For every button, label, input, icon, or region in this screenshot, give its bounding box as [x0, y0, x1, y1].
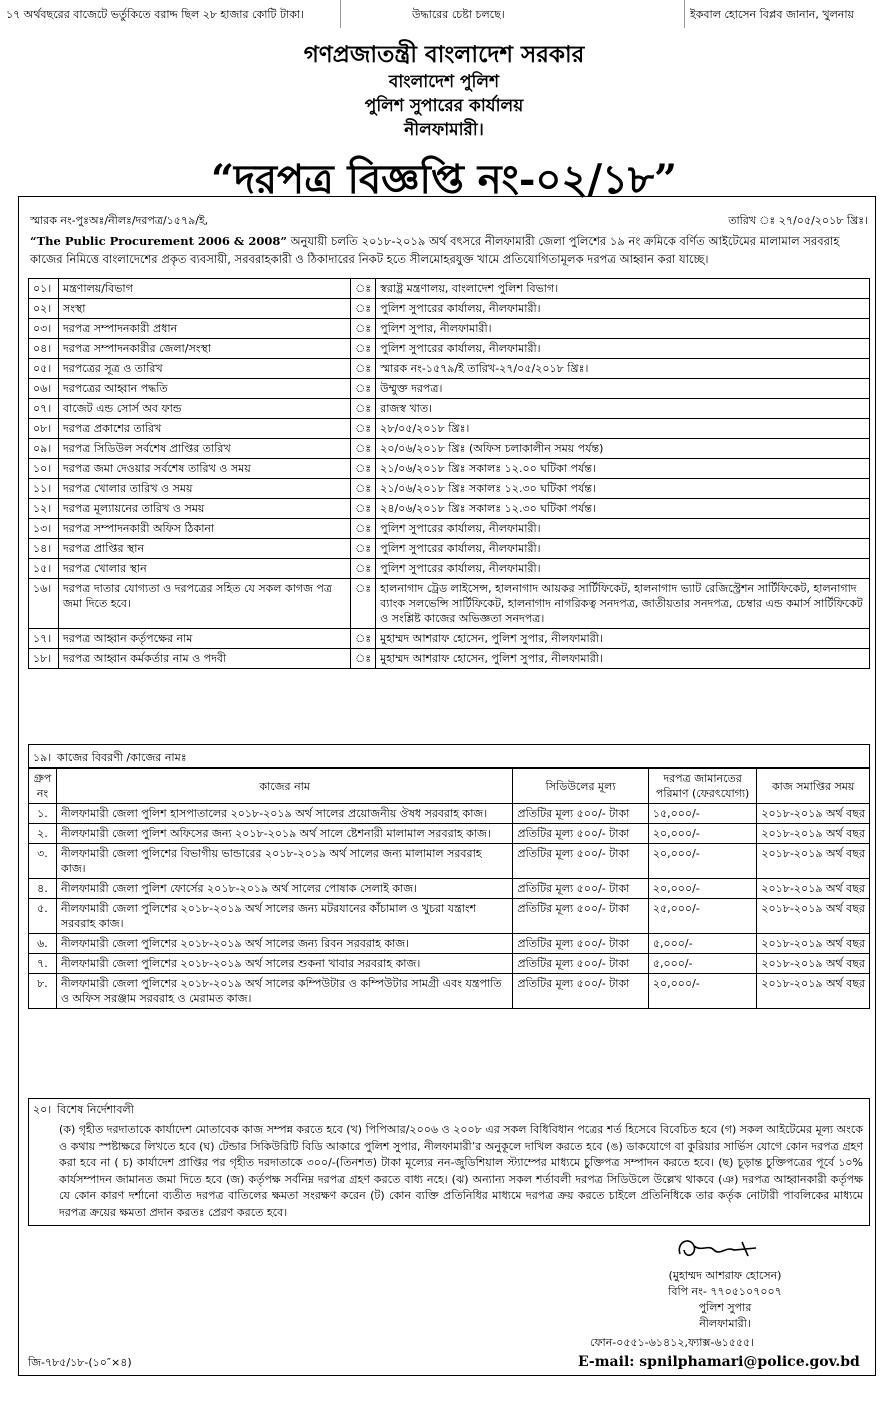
tender-security: ২০,০০০/-: [648, 974, 757, 1009]
tender-security: ১৫,০০০/-: [648, 804, 757, 824]
detail-row: [29, 539, 870, 559]
detail-number: ১৮।: [29, 649, 59, 669]
advertisement-reference: জি-৭৮৫/১৮-(১০″×৪): [28, 1356, 132, 1369]
work-name: নীলফামারী জেলা পুলিশের ২০১৮-২০১৯ অর্থ সালের জন্য মটরযানের কাঁচামাল ও খুচরা যন্ত্রাংশ সরবরাহ কাজ।: [56, 899, 512, 934]
work-name: নীলফামারী জেলা পুলিশ ফোর্সের ২০১৮-২০১৯ অর্থ সালের পোষাক সেলাই কাজ।: [56, 879, 512, 899]
detail-value: পুলিশ সুপারের কার্যালয়, নীলফামারী।: [376, 539, 870, 559]
work-row: [29, 974, 870, 1009]
detail-value: মুহাম্মদ আশরাফ হোসেন, পুলিশ সুপার, নীলফামারী।: [376, 649, 870, 669]
detail-row: [29, 319, 870, 339]
detail-number: ১২।: [29, 499, 59, 519]
work-item-label: কাজের বিবরণী /কাজের নামঃ: [57, 751, 187, 764]
group-number: ৩.: [29, 844, 57, 879]
tender-security: ৫,০০০/-: [648, 934, 757, 954]
work-name: নীলফামারী জেলা পুলিশের ২০১৮-২০১৯ অর্থ সালের শুকনা খাবার সরবরাহ কাজ।: [56, 954, 512, 974]
work-table-header-row: [29, 769, 870, 804]
detail-row: [29, 399, 870, 419]
colon-separator: ঃ: [351, 439, 376, 459]
detail-value: পুলিশ সুপারের কার্যালয়, নীলফামারী।: [376, 559, 870, 579]
detail-label: দরপত্র সম্পাদনকারী প্রধান: [59, 319, 351, 339]
completion-time: ২০১৮-২০১৯ অর্থ বছর: [757, 844, 870, 879]
detail-row: [29, 419, 870, 439]
colon-separator: ঃ: [351, 399, 376, 419]
detail-label: দরপত্র মূল্যায়নের তারিখ ও সময়: [59, 499, 351, 519]
tender-security: ৫,০০০/-: [648, 954, 757, 974]
detail-value: মুহাম্মদ আশরাফ হোসেন, পুলিশ সুপার, নীলফামারী।: [376, 629, 870, 649]
schedule-price: প্রতিটির মূল্য ৫০০/- টাকা: [513, 899, 648, 934]
detail-value: ২০/০৬/২০১৮ খ্রিঃ (অফিস চলাকালীন সময় পর্যন্ত): [376, 439, 870, 459]
office-name: পুলিশ সুপারের কার্যালয়: [364, 96, 524, 116]
department-name: বাংলাদেশ পুলিশ: [388, 72, 500, 92]
contact-email: E-mail: spnilphamari@police.gov.bd: [578, 1354, 860, 1370]
group-number: ৫.: [29, 899, 57, 934]
completion-time: ২০১৮-২০১৯ অর্থ বছর: [757, 804, 870, 824]
group-number: ৪.: [29, 879, 57, 899]
signature-block: [600, 1268, 850, 1332]
detail-number: ১৫।: [29, 559, 59, 579]
schedule-price: প্রতিটির মূল্য ৫০০/- টাকা: [513, 974, 648, 1009]
detail-number: ০৮।: [29, 419, 59, 439]
special-item-number: ২০।: [33, 1103, 52, 1116]
detail-number: ০৬।: [29, 379, 59, 399]
detail-number: ১৩।: [29, 519, 59, 539]
colon-separator: ঃ: [351, 379, 376, 399]
detail-row: [29, 299, 870, 319]
work-row: [29, 899, 870, 934]
group-number: ৬.: [29, 934, 57, 954]
detail-label: দরপত্র জমা দেওয়ার সর্বশেষ তারিখ ও সময়: [59, 459, 351, 479]
detail-row: [29, 339, 870, 359]
work-row: [29, 824, 870, 844]
detail-value: পুলিশ সুপারের কার্যালয়, নীলফামারী।: [376, 299, 870, 319]
detail-value: উম্মুক্ত দরপত্র।: [376, 379, 870, 399]
schedule-price: প্রতিটির মূল্য ৫০০/- টাকা: [513, 804, 648, 824]
newspaper-top-strip: [0, 0, 888, 34]
work-row: [29, 954, 870, 974]
detail-label: দরপত্র আহ্বান কর্তৃপক্ষের নাম: [59, 629, 351, 649]
work-name: নীলফামারী জেলা পুলিশ হাসপাতালের ২০১৮-২০১৯ অর্থ সালের প্রয়োজনীয় ঔষধ সরবরাহ কাজ।: [56, 804, 512, 824]
colon-separator: ঃ: [351, 359, 376, 379]
detail-row: [29, 379, 870, 399]
colon-separator: ঃ: [351, 419, 376, 439]
schedule-price-header: সিডিউলের মূল্য: [513, 769, 648, 804]
colon-separator: ঃ: [351, 499, 376, 519]
intro-paragraph: [30, 232, 870, 268]
detail-label: দরপত্র প্রকাশের তারিখ: [59, 419, 351, 439]
work-row: [29, 879, 870, 899]
detail-number: ১০।: [29, 459, 59, 479]
schedule-price: প্রতিটির মূল্য ৫০০/- টাকা: [513, 824, 648, 844]
top-strip-left-text: ১৭ অর্থবছরের বাজেটে ভর্তুকিতে বরাদ্দ ছিল ২৮ হাজার কোটি টাকা।: [6, 8, 305, 21]
detail-row: [29, 479, 870, 499]
group-number: ২.: [29, 824, 57, 844]
detail-label: দরপত্র প্রাপ্তির স্থান: [59, 539, 351, 559]
detail-label: দরপত্রের আহ্বান পদ্ধতি: [59, 379, 351, 399]
signatory-title: পুলিশ সুপার: [698, 1301, 752, 1314]
signatory-name: (মুহাম্মদ আশরাফ হোসেন): [668, 1269, 782, 1282]
group-number: ১.: [29, 804, 57, 824]
completion-time: ২০১৮-২০১৯ অর্থ বছর: [757, 879, 870, 899]
schedule-price: প্রতিটির মূল্য ৫০০/- টাকা: [513, 879, 648, 899]
handwritten-signature: [672, 1232, 762, 1266]
detail-row: [29, 519, 870, 539]
act-name: “The Public Procurement 2006 & 2008”: [30, 234, 287, 248]
detail-number: ০৭।: [29, 399, 59, 419]
detail-label: দরপত্র সম্পাদনকারী অফিস ঠিকানা: [59, 519, 351, 539]
tender-details-table: [28, 278, 870, 669]
detail-number: ০৩।: [29, 319, 59, 339]
detail-row: [29, 629, 870, 649]
detail-row: [29, 649, 870, 669]
signatory-bp-number: বিপি নং- ৭৭০৫১০৭০০৭: [668, 1285, 782, 1298]
detail-number: ০৪।: [29, 339, 59, 359]
work-name: নীলফামারী জেলা পুলিশের ২০১৮-২০১৯ অর্থ সালের কম্পিউটার ও কম্পিউটার সামগ্রী এবং যন্ত্রপাতি ও অফিস সরঞ্জাম সরবরাহ ও মেরামত কাজ।: [56, 974, 512, 1009]
detail-row: [29, 559, 870, 579]
district-name: নীলফামারী।: [404, 120, 484, 140]
group-no-header: গ্রুপ নং: [29, 769, 57, 804]
detail-label: দরপত্র দাতার যোগ্যতা ও দরপত্রের সহিত যে সকল কাগজ পত্র জমা দিতে হবে।: [59, 579, 351, 629]
detail-number: ০২।: [29, 299, 59, 319]
work-name: নীলফামারী জেলা পুলিশের ২০১৮-২০১৯ অর্থ সালের জন্য রিবন সরবরাহ কাজ।: [56, 934, 512, 954]
tender-security: ২০,০০০/-: [648, 879, 757, 899]
tender-security: ২৫,০০০/-: [648, 899, 757, 934]
detail-label: মন্ত্রণালয়/বিভাগ: [59, 279, 351, 299]
completion-time: ২০১৮-২০১৯ অর্থ বছর: [757, 824, 870, 844]
colon-separator: ঃ: [351, 579, 376, 629]
detail-value: পুলিশ সুপারের কার্যালয়, নীলফামারী।: [376, 519, 870, 539]
detail-number: ০১।: [29, 279, 59, 299]
special-instructions-text: (ক) গৃহীত দরদাতাকে কার্যাদেশ মোতাবেক কাজ সম্পন্ন করতে হবে (খ) পিপিআর/২০০৬ ও ২০০৮ এর সকল বিধিবিধান পত্রের শর্ত হিসেবে বিবেচিত হবে (গ) সকল আইটেমের মূল্য অংকে ও কথায় স্পষ্টাক্ষরে লিখতে হবে (ঘ) টেন্ডার সিকিউরিটি বিডি আকারে পুলিশ সুপার, নীলফামারী’র অনুকূলে দাখিল করতে হবে (ঙ) ডাকযোগে বা কুরিয়ার সার্ভিস যোগে কোন দরপত্র গ্রহণ করা হবে না ( চ) কার্যাদেশ প্রাপ্তির পর গৃহীত দরদাতাকে ৩০০/-(তিনশত) টাকা মূল্যের নন-জুডিশিয়াল স্ট্যাম্পের মাধ্যমে চুক্তিপত্র সম্পাদন করতে হবে। (ছ) চূড়ান্ত চুক্তিপত্রের পূর্বে ১০% কার্যসম্পাদন জামানত জমা দিতে হবে (জ) কর্তৃপক্ষ সর্বনিম্ন দরপত্র গ্রহণ করতে বাধ্য নহে। (ঝ) অন্যান্য সকল শর্তাবলী দরপত্র সিডিউলে উল্লেখ থাকবে (ঞ) দরপত্র আহ্বানকারী কর্তৃপক্ষ যে কোন কারণ দর্শানো ব্যতীত দরপত্র বাতিলের ক্ষমতা সংরক্ষণ করেন (ট) কোন ব্যক্তি প্রতিনিধির মাধ্যমে দরপত্র ক্রয় করতে চাইলে প্রতিনিধিকে তার কর্তৃক নোটারী পাবলিকের মাধ্যমে দরপত্র ক্রয়ের ক্ষমতা প্রদান করতঃ প্রেরণ করতে হবে।: [59, 1123, 863, 1219]
completion-time: ২০১৮-২০১৯ অর্থ বছর: [757, 974, 870, 1009]
column-divider: [684, 0, 685, 28]
detail-number: ১৪।: [29, 539, 59, 559]
detail-label: দরপত্র আহ্বান কর্মকর্তার নাম ও পদবী: [59, 649, 351, 669]
detail-label: দরপত্র সম্পাদনকারীর জেলা/সংস্থা: [59, 339, 351, 359]
schedule-price: প্রতিটির মূল্য ৫০০/- টাকা: [513, 844, 648, 879]
colon-separator: ঃ: [351, 339, 376, 359]
column-divider: [340, 0, 341, 28]
detail-number: ১৬।: [29, 579, 59, 629]
notice-title: “দরপত্র বিজ্ঞপ্তি নং-০২/১৮”: [211, 156, 677, 203]
detail-value: স্মারক নং-১৫৭৯/ই তারিখ-২৭/০৫/২০১৮ খ্রিঃ।: [376, 359, 870, 379]
detail-number: ০৫।: [29, 359, 59, 379]
memo-date: তারিখ ঃ ২৭/০৫/২০১৮ খ্রিঃ।: [728, 214, 868, 227]
memo-number: স্মারক নং-পুঃঅঃ/নীলঃ/দরপত্র/১৫৭৯/ই,: [30, 214, 209, 227]
detail-row: [29, 499, 870, 519]
tender-security: ২০,০০০/-: [648, 844, 757, 879]
work-name: নীলফামারী জেলা পুলিশ অফিসের জন্য ২০১৮-২০১৯ অর্থ সালে ষ্টেশনারী মালামাল সরবরাহ কাজ।: [56, 824, 512, 844]
completion-time-header: কাজ সমাপ্তির সময়: [757, 769, 870, 804]
work-item-number: ১৯।: [33, 751, 52, 764]
signatory-place: নীলফামারী।: [699, 1317, 751, 1330]
detail-value: ২১/০৬/২০১৮ খ্রিঃ সকালঃ ১২.৩০ ঘটিকা পর্যন্ত।: [376, 479, 870, 499]
work-row: [29, 844, 870, 879]
colon-separator: ঃ: [351, 539, 376, 559]
top-strip-right-text: ইকবাল হোসেন বিপ্লব জানান, খুলনায়: [690, 8, 855, 21]
colon-separator: ঃ: [351, 299, 376, 319]
notice-header: [0, 40, 888, 142]
detail-value: রাজস্ব খাত।: [376, 399, 870, 419]
work-name: নীলফামারী জেলা পুলিশের বিভাগীয় ভান্ডারের ২০১৮-২০১৯ অর্থ সালের জন্য মালামাল সরবরাহ কাজ।: [56, 844, 512, 879]
work-description-heading: [28, 744, 870, 768]
detail-value: ২৮/০৫/২০১৮ খ্রিঃ।: [376, 419, 870, 439]
detail-label: দরপত্র সিডিউল সর্বশেষ প্রাপ্তির তারিখ: [59, 439, 351, 459]
schedule-price: প্রতিটির মূল্য ৫০০/- টাকা: [513, 954, 648, 974]
detail-value: পুলিশ সুপারের কার্যালয়, নীলফামারী।: [376, 339, 870, 359]
detail-row: [29, 439, 870, 459]
colon-separator: ঃ: [351, 319, 376, 339]
group-number: ৭.: [29, 954, 57, 974]
colon-separator: ঃ: [351, 279, 376, 299]
colon-separator: ঃ: [351, 479, 376, 499]
detail-label: দরপত্রের সূত্র ও তারিখ: [59, 359, 351, 379]
group-number: ৮.: [29, 974, 57, 1009]
detail-row: [29, 579, 870, 629]
colon-separator: ঃ: [351, 559, 376, 579]
work-row: [29, 934, 870, 954]
detail-label: বাজেট এন্ড সোর্স অব ফান্ড: [59, 399, 351, 419]
detail-value: ২১/০৬/২০১৮ খ্রিঃ সকালঃ ১২.০০ ঘটিকা পর্যন্ত।: [376, 459, 870, 479]
colon-separator: ঃ: [351, 649, 376, 669]
detail-label: দরপত্র খোলার স্থান: [59, 559, 351, 579]
phone-fax: ফোন-০৫৫১-৬১৪১২,ফ্যাক্স-৬১৫৫৫।: [590, 1336, 755, 1349]
special-instructions: [28, 1098, 870, 1226]
work-row: [29, 804, 870, 824]
completion-time: ২০১৮-২০১৯ অর্থ বছর: [757, 934, 870, 954]
tender-security: ২০,০০০/-: [648, 824, 757, 844]
detail-value: স্বরাষ্ট্র মন্ত্রণালয়, বাংলাদেশ পুলিশ বিভাগ।: [376, 279, 870, 299]
detail-label: দরপত্র খোলার তারিখ ও সময়: [59, 479, 351, 499]
detail-value: পুলিশ সুপার, নীলফামারী।: [376, 319, 870, 339]
colon-separator: ঃ: [351, 459, 376, 479]
detail-value: হালনাগাদ ট্রেড লাইসেন্স, হালনাগাদ আয়কর সার্টিফিকেট, হালনাগাদ ভ্যাট রেজিস্ট্রেশন সার্টিফিকেট, হালনাগাদ ব্যাংক সলভেন্সি সার্টিফিকেট, হালনাগাদ নাগরিকত্ব সনদপত্র, জাতীয়তার সনদপত্র, চেম্বার এন্ড কমার্স সার্টিফিকেট ও সংশ্লিষ্ট কাজের অভিজ্ঞতা সনদপত্র।: [376, 579, 870, 629]
intro-text: অনুযায়ী চলতি ২০১৮-২০১৯ অর্থ বৎসরে নীলফামারী জেলা পুলিশের ১৯ নং ক্রমিকে বর্ণিত আইটেমের মালামাল সরবরাহ কাজের নিমিত্তে বাংলাদেশের প্রকৃত ব্যবসায়ী, সরবরাহকারী ও ঠিকাদারের নিকট হতে সীলমোহরযুক্ত খামে প্রতিযোগিতামূলক দরপত্র আহ্বান করা যাচ্ছে।: [30, 234, 840, 266]
detail-value: ২৪/০৬/২০১৮ খ্রিঃ সকালঃ ১২.৩০ ঘটিকা পর্যন্ত।: [376, 499, 870, 519]
detail-row: [29, 459, 870, 479]
top-strip-middle-text: উদ্ধারের চেষ্টা চলছে।: [412, 8, 505, 21]
completion-time: ২০১৮-২০১৯ অর্থ বছর: [757, 954, 870, 974]
detail-label: সংস্থা: [59, 299, 351, 319]
tender-security-header: দরপত্র জামানতের পরিমাণ (ফেরৎযোগ্য): [648, 769, 757, 804]
detail-number: ০৯।: [29, 439, 59, 459]
government-name: গণপ্রজাতন্ত্রী বাংলাদেশ সরকার: [303, 42, 585, 68]
colon-separator: ঃ: [351, 519, 376, 539]
detail-number: ১১।: [29, 479, 59, 499]
schedule-price: প্রতিটির মূল্য ৫০০/- টাকা: [513, 934, 648, 954]
detail-row: [29, 359, 870, 379]
special-item-label: বিশেষ নির্দেশাবলী: [57, 1103, 134, 1116]
completion-time: ২০১৮-২০১৯ অর্থ বছর: [757, 899, 870, 934]
work-name-header: কাজের নাম: [56, 769, 512, 804]
detail-row: [29, 279, 870, 299]
colon-separator: ঃ: [351, 629, 376, 649]
detail-number: ১৭।: [29, 629, 59, 649]
work-groups-table: [28, 768, 870, 1009]
